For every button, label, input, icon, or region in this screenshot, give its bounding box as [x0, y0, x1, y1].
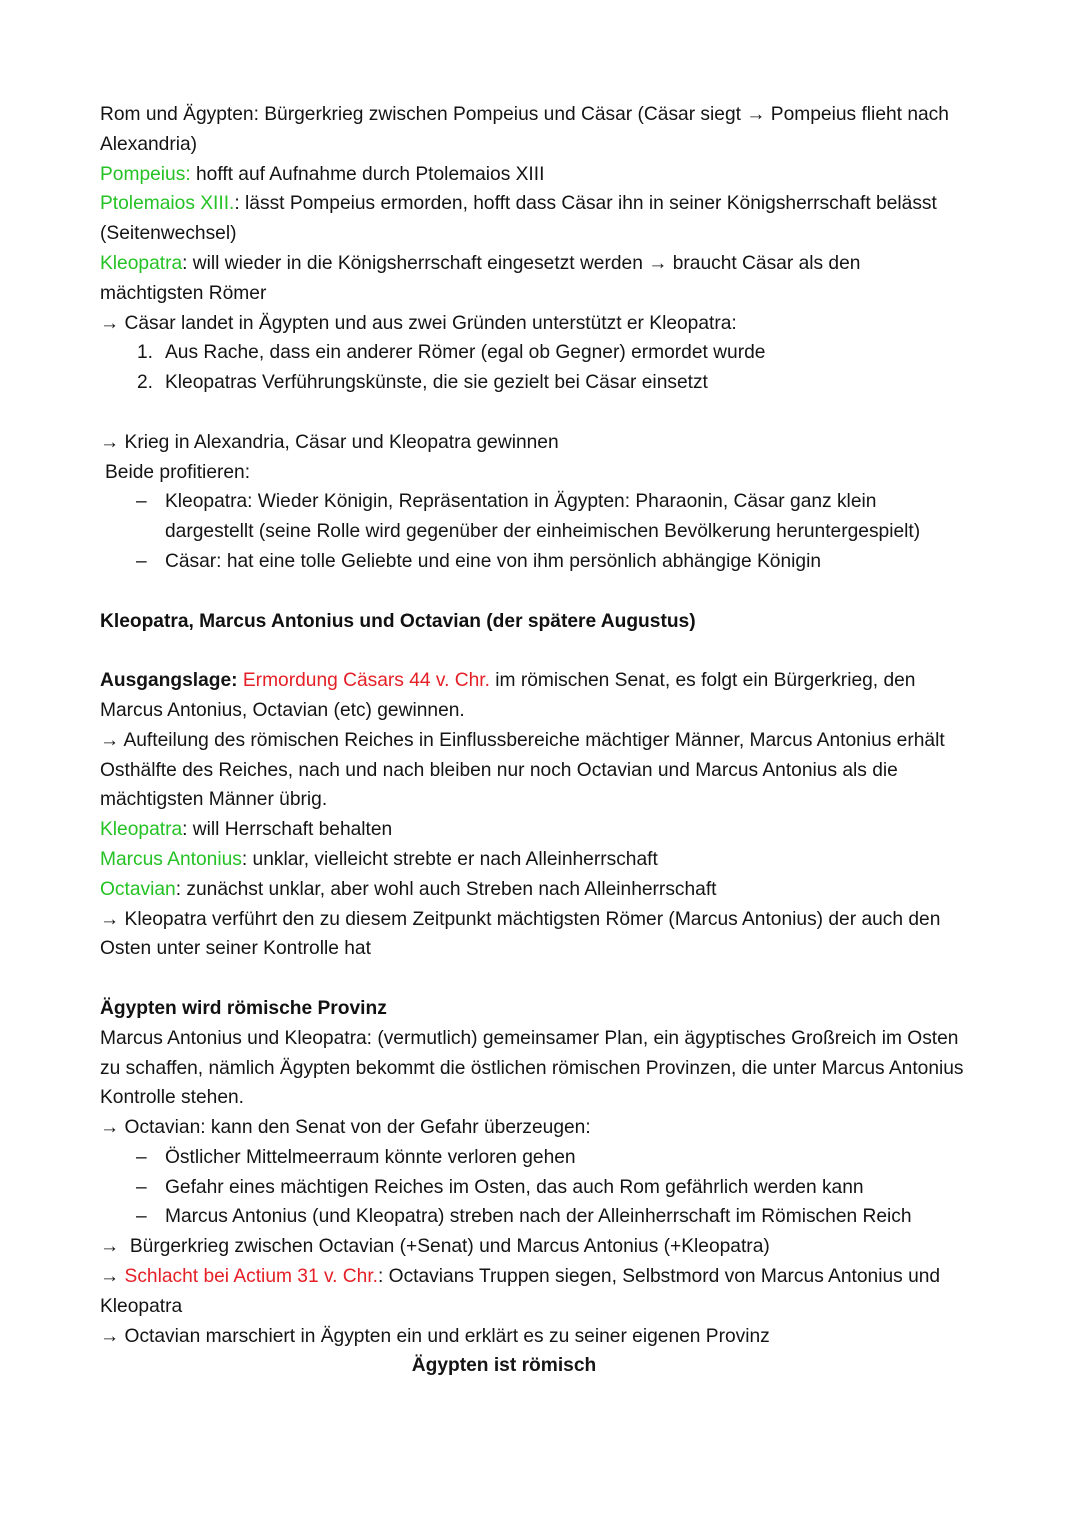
list-item-text: Gefahr eines mächtigen Reiches im Osten, das auch Rom gefährlich werden kann	[165, 1176, 864, 1198]
paragraph-octavian-senat: → Octavian: kann den Senat von der Gefahr überzeugen:	[100, 1117, 591, 1139]
list-item	[100, 368, 968, 398]
document-body	[100, 100, 968, 1381]
list-item-text: Kleopatra: Wieder Königin, Repräsentation in Ägypten: Pharaonin, Cäsar ganz klein dargestellt (seine Rolle wird gegenüber der einheimischen Bevölkerung heruntergespielt)	[165, 491, 921, 543]
paragraph-ptolemaios	[100, 189, 968, 249]
paragraph-aufteilung-reiches: → Aufteilung des römischen Reiches in Einflussbereiche mächtiger Männer, Marcus Antonius erhält Osthälfte des Reiches, nach und nach bleiben nur noch Octavian und Marcus Antonius als die mächtigsten Männer übrig.	[100, 729, 945, 811]
numbered-list-gruende	[100, 338, 968, 398]
list-marker: –	[136, 1206, 147, 1228]
list-marker: –	[136, 1176, 147, 1198]
conclusion-line: Ägypten ist römisch	[411, 1355, 597, 1377]
highlight-schlacht-actium: Schlacht bei Actium 31 v. Chr.	[124, 1266, 378, 1288]
blank-line	[100, 577, 968, 607]
list-item-text: Marcus Antonius (und Kleopatra) streben nach der Alleinherrschaft im Römischen Reich	[165, 1206, 912, 1228]
paragraph-beide-profitieren: Beide profitieren:	[105, 461, 251, 483]
paragraph-kleopatra-herrschaft-rest: : will Herrschaft behalten	[182, 819, 393, 841]
highlight-ermordung-caesars: Ermordung Cäsars 44 v. Chr.	[237, 670, 490, 692]
highlight-kleopatra-1: Kleopatra	[100, 252, 183, 274]
list-item	[100, 1202, 968, 1232]
paragraph-octavian-marschiert: → Octavian marschiert in Ägypten ein und erklärt es zu seiner eigenen Provinz	[100, 1325, 770, 1347]
list-item-text: Cäsar: hat eine tolle Geliebte und eine von ihm persönlich abhängige Königin	[165, 550, 822, 572]
list-item	[100, 487, 968, 547]
paragraph-pompeius-rest: hofft auf Aufnahme durch Ptolemaios XIII	[190, 163, 545, 185]
list-item	[100, 1173, 968, 1203]
paragraph-ausgangslage	[100, 666, 968, 726]
dash-list-profiteure	[100, 487, 968, 576]
paragraph-caesar-landet: → Cäsar landet in Ägypten und aus zwei Gründen unterstützt er Kleopatra:	[100, 312, 737, 334]
paragraph-octavian-rest: : zunächst unklar, aber wohl auch Streben nach Alleinherrschaft	[175, 878, 717, 900]
list-marker: –	[136, 550, 147, 572]
paragraph-ausgangslage-rest: im römischen Senat, es folgt ein Bürgerkrieg, den Marcus Antonius, Octavian (etc) gewinnen.	[100, 670, 916, 721]
paragraph-kleopatra-koenigsherrschaft	[100, 249, 968, 309]
blank-line	[100, 964, 968, 994]
paragraph-kleopatra-herrschaft	[100, 815, 968, 845]
blank-line	[100, 398, 968, 428]
label-ausgangslage: Ausgangslage:	[100, 670, 238, 692]
paragraph-octavian	[100, 875, 968, 905]
paragraph-gemeinsamer-plan: Marcus Antonius und Kleopatra: (vermutlich) gemeinsamer Plan, ein ägyptisches Großreich im Osten zu schaffen, nämlich Ägypten bekommt die östlichen römischen Provinzen, die unter Marcus Antonius Kontrolle stehen.	[100, 1027, 964, 1109]
list-item	[100, 1143, 968, 1173]
list-marker: 1.	[137, 342, 154, 364]
section-heading-roemische-provinz: Ägypten wird römische Provinz	[100, 997, 387, 1019]
section-heading-kleopatra-antonius-octavian: Kleopatra, Marcus Antonius und Octavian (der spätere Augustus)	[100, 610, 696, 632]
paragraph-kleopatra-verfuehrt: → Kleopatra verführt den zu diesem Zeitpunkt mächtigsten Römer (Marcus Antonius) der auch den Osten unter seiner Kontrolle hat	[100, 908, 941, 960]
highlight-ptolemaios: Ptolemaios XIII.	[100, 193, 235, 215]
highlight-marcus-antonius: Marcus Antonius	[100, 848, 242, 870]
list-item-text: Aus Rache, dass ein anderer Römer (egal ob Gegner) ermordet wurde	[165, 342, 766, 364]
paragraph-ptolemaios-rest: : lässt Pompeius ermorden, hofft dass Cäsar ihn in seiner Königsherrschaft belässt (Seitenwechsel)	[100, 193, 937, 245]
paragraph-schlacht-actium-rest: : Octavians Truppen siegen, Selbstmord von Marcus Antonius und Kleopatra	[100, 1266, 941, 1317]
list-item-text: Östlicher Mittelmeerraum könnte verloren gehen	[165, 1146, 576, 1168]
list-item	[100, 547, 968, 577]
paragraph-kleopatra-rest: : will wieder in die Königsherrschaft eingesetzt werden → braucht Cäsar als den mächtigsten Römer	[100, 252, 861, 304]
highlight-pompeius: Pompeius:	[100, 163, 191, 185]
highlight-kleopatra-2: Kleopatra	[100, 819, 183, 841]
paragraph-schlacht-actium	[100, 1262, 968, 1322]
blank-line	[100, 636, 968, 666]
list-item-text: Kleopatras Verführungskünste, die sie gezielt bei Cäsar einsetzt	[165, 372, 708, 394]
list-marker: –	[136, 491, 147, 513]
paragraph-buergerkrieg-octavian: → Bürgerkrieg zwischen Octavian (+Senat) und Marcus Antonius (+Kleopatra)	[100, 1236, 770, 1258]
paragraph-krieg-alexandria: → Krieg in Alexandria, Cäsar und Kleopatra gewinnen	[100, 431, 559, 453]
list-item	[100, 338, 968, 368]
paragraph-pompeius	[100, 160, 968, 190]
list-marker: 2.	[137, 372, 154, 394]
arrow-glyph: →	[100, 1266, 125, 1288]
dash-list-gefahren	[100, 1143, 968, 1232]
paragraph-rom-und-aegypten: Rom und Ägypten: Bürgerkrieg zwischen Pompeius und Cäsar (Cäsar siegt → Pompeius flieht nach Alexandria)	[100, 104, 949, 155]
highlight-octavian: Octavian	[100, 878, 176, 900]
list-marker: –	[136, 1146, 147, 1168]
paragraph-marcus-antonius	[100, 845, 968, 875]
paragraph-marcus-antonius-rest: : unklar, vielleicht strebte er nach Alleinherrschaft	[241, 848, 658, 870]
